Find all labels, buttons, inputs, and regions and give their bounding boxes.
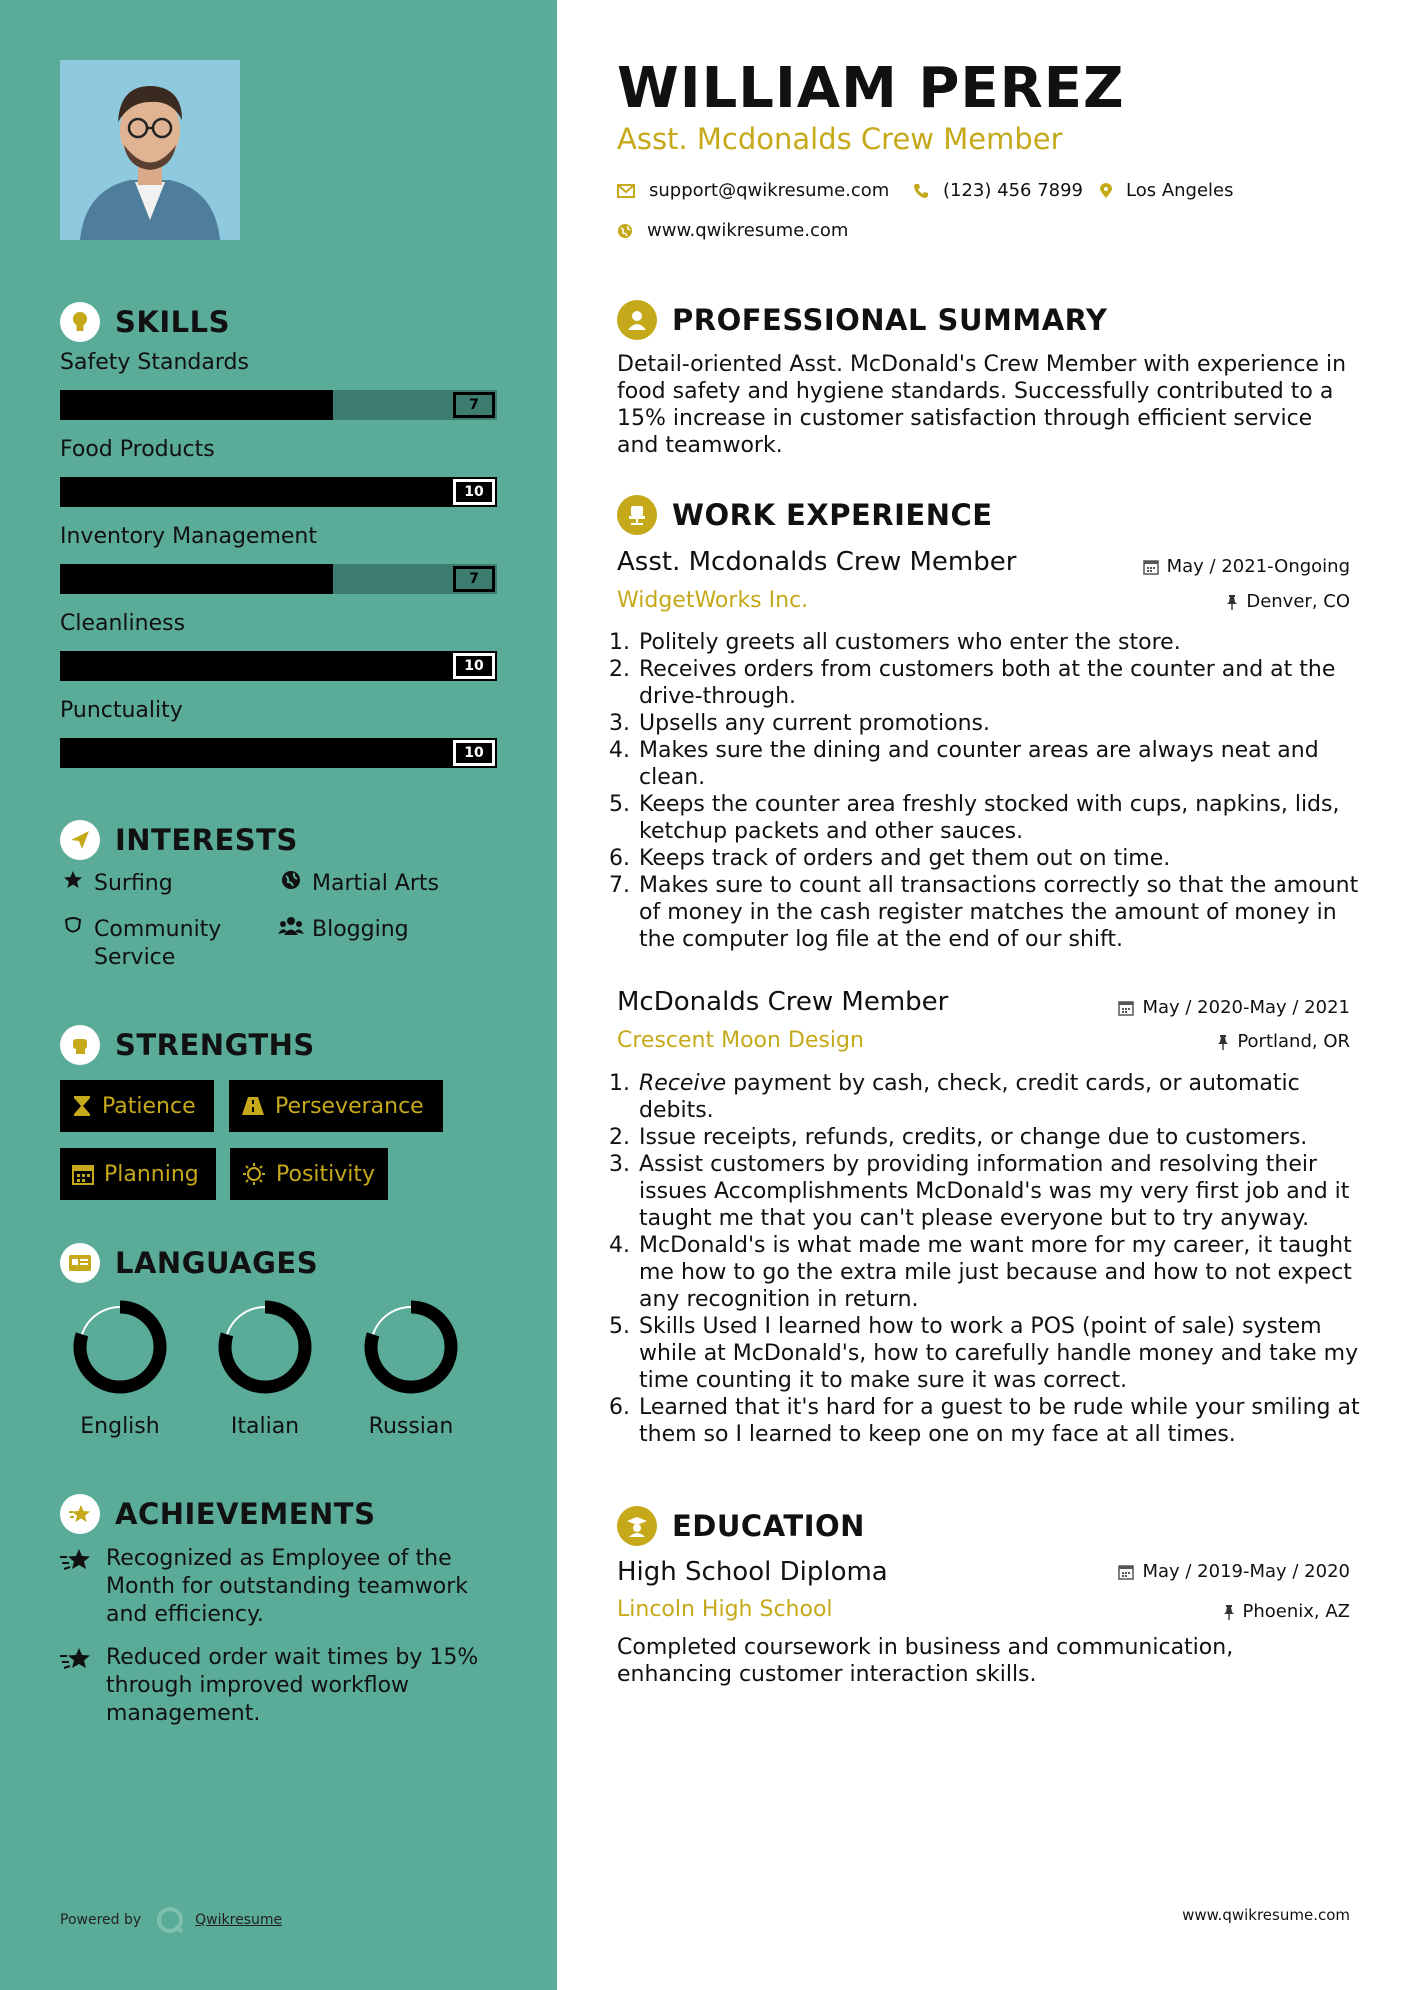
- education-title: EDUCATION: [672, 1509, 865, 1543]
- education-location: [1223, 1601, 1351, 1622]
- job-dates-text: May / 2021-Ongoing: [1166, 556, 1350, 577]
- calendar-icon: [72, 1163, 94, 1185]
- school-name: Lincoln High School: [617, 1597, 833, 1622]
- chair-icon: [617, 495, 657, 535]
- phone-contact: [913, 180, 1083, 201]
- website-text[interactable]: www.qwikresume.com: [647, 220, 849, 241]
- skill-bar-fill: [60, 564, 333, 594]
- job-dates-text: May / 2020-May / 2021: [1142, 997, 1350, 1018]
- strength-tag: [60, 1080, 214, 1132]
- languages-title: LANGUAGES: [115, 1246, 319, 1280]
- skill-bar-fill: [60, 651, 497, 681]
- achievements-heading: [60, 1494, 375, 1534]
- duty-item: [637, 1070, 1362, 1124]
- skills-heading: [60, 302, 230, 342]
- language-label: Italian: [230, 1414, 300, 1439]
- location-contact: [1100, 180, 1234, 201]
- degree-title: High School Diploma: [617, 1557, 888, 1587]
- fist-icon: [60, 1025, 100, 1065]
- pushpin-icon: [1217, 1034, 1229, 1050]
- calendar-icon: [1143, 559, 1159, 575]
- skill-bar-fill: [60, 477, 497, 507]
- languages-heading: [60, 1243, 318, 1283]
- pushpin-icon: [1223, 1604, 1235, 1620]
- language-label: Russian: [368, 1414, 454, 1439]
- job-title: McDonalds Crew Member: [617, 987, 949, 1017]
- summary-title: PROFESSIONAL SUMMARY: [672, 303, 1108, 337]
- skill-bar: [60, 738, 497, 768]
- language-rings: [0, 1290, 557, 1410]
- job-location: [1226, 591, 1350, 612]
- graduate-icon: [617, 1506, 657, 1546]
- shield-icon: [60, 916, 86, 936]
- education-heading: [617, 1506, 865, 1546]
- award-icon: [60, 1494, 100, 1534]
- duty-item: 2. Receives orders from customers both at the counter and at the drive-through.: [637, 656, 1362, 710]
- summary-text: Detail-oriented Asst. McDonald's Crew Member with experience in food safety and hygiene standards. Successfully contributed to a 15% increase in customer satisfaction through efficient service and teamwork.: [617, 352, 1347, 458]
- skill-level: 7: [453, 566, 495, 592]
- phone-icon: [913, 183, 929, 199]
- interest-item: [278, 916, 409, 944]
- interest-label: Blogging: [312, 917, 409, 942]
- powered-by-label: Powered by: [60, 1912, 142, 1928]
- skill-label: Punctuality: [60, 698, 183, 723]
- profile-photo: [60, 60, 240, 240]
- duty-item: 1. Politely greets all customers who enter the store.: [637, 629, 1362, 656]
- education-dates: [1118, 1561, 1350, 1582]
- skill-bar: [60, 390, 497, 420]
- job-duties: [617, 1070, 1362, 1448]
- summary-heading: [617, 300, 1107, 340]
- duty-item: 7. Makes sure to count all transactions correctly so that the amount of money in the cash register matches the amount of money in the computer log file at the end of our shift.: [637, 872, 1362, 953]
- strength-tag: [60, 1148, 216, 1200]
- main-content: [557, 0, 1407, 1990]
- envelope-icon: [617, 184, 635, 198]
- paper-plane-icon: [60, 820, 100, 860]
- duty-item: 4. McDonald's is what made me want more for my career, it taught me how to go the extra mile just because and how to not expect any recognition in return.: [637, 1232, 1362, 1313]
- pushpin-icon: [1226, 594, 1238, 610]
- globe-icon: [617, 223, 633, 239]
- strengths-title: STRENGTHS: [115, 1028, 315, 1062]
- interest-label: Surfing: [94, 871, 173, 896]
- sidebar: [0, 0, 557, 1990]
- shooting-star-icon: [60, 1545, 96, 1629]
- language-label: English: [80, 1414, 160, 1439]
- email-contact: [617, 180, 889, 201]
- skill-level: 7: [453, 392, 495, 418]
- star-icon: [60, 870, 86, 890]
- skill-bar-fill: [60, 390, 333, 420]
- interest-item: [60, 916, 260, 972]
- users-icon: [278, 916, 304, 936]
- website-contact: [617, 220, 848, 241]
- calendar-icon: [1118, 1564, 1134, 1580]
- phone-text[interactable]: (123) 456 7899: [943, 180, 1084, 201]
- skill-bar-fill: [60, 738, 497, 768]
- duty-emphasis: Receive: [639, 1071, 727, 1096]
- job-dates: [1143, 556, 1350, 577]
- duty-item: 2. Issue receipts, refunds, credits, or change due to customers.: [637, 1124, 1362, 1151]
- job-location-text: Portland, OR: [1237, 1031, 1350, 1052]
- achievement-item: [60, 1545, 500, 1629]
- education-dates-text: May / 2019-May / 2020: [1142, 1561, 1350, 1582]
- job-duties: [617, 629, 1362, 953]
- interest-item: [278, 870, 439, 898]
- lightbulb-icon: [60, 302, 100, 342]
- skill-level: 10: [453, 740, 495, 766]
- duty-text: payment by cash, check, credit cards, or automatic debits.: [639, 1071, 1300, 1123]
- duty-item: 3. Assist customers by providing information and resolving their issues Accomplishments McDonald's was my very first job and it taught me that you can't please everyone but to try anyway.: [637, 1151, 1362, 1232]
- skill-bar: [60, 477, 497, 507]
- strengths-heading: [60, 1025, 315, 1065]
- location-text: Los Angeles: [1126, 180, 1234, 201]
- skill-label: Inventory Management: [60, 524, 317, 549]
- interests-heading: [60, 820, 298, 860]
- skill-label: Food Products: [60, 437, 215, 462]
- email-text[interactable]: support@qwikresume.com: [649, 180, 890, 201]
- achievement-text: Reduced order wait times by 15% through improved workflow management.: [106, 1645, 479, 1726]
- strength-label: Planning: [104, 1161, 199, 1187]
- skills-title: SKILLS: [115, 305, 230, 339]
- strength-tag: [229, 1080, 443, 1132]
- interest-label: Martial Arts: [312, 871, 440, 896]
- duty-item: 4. Makes sure the dining and counter areas are always neat and clean.: [637, 737, 1362, 791]
- achievements-title: ACHIEVEMENTS: [115, 1497, 376, 1531]
- strength-label: Positivity: [276, 1161, 376, 1187]
- duty-item: 6. Keeps track of orders and get them out on time.: [637, 845, 1362, 872]
- experience-heading: [617, 495, 993, 535]
- hourglass-icon: [72, 1095, 92, 1117]
- candidate-title: Asst. Mcdonalds Crew Member: [617, 122, 1063, 156]
- footer-url[interactable]: www.qwikresume.com: [1182, 1906, 1350, 1924]
- interest-item: [60, 870, 173, 898]
- strength-label: Perseverance: [275, 1093, 424, 1119]
- shooting-star-icon: [60, 1644, 96, 1728]
- achievement-text: Recognized as Employee of the Month for outstanding teamwork and efficiency.: [106, 1546, 469, 1627]
- sun-icon: [242, 1162, 266, 1186]
- interest-label: Community Service: [94, 917, 222, 970]
- skill-label: Safety Standards: [60, 350, 249, 375]
- achievement-item: [60, 1644, 500, 1728]
- skill-level: 10: [453, 653, 495, 679]
- education-text: Completed coursework in business and communication, enhancing customer interaction skills.: [617, 1635, 1234, 1687]
- job-title: Asst. Mcdonalds Crew Member: [617, 547, 1017, 577]
- qwikresume-link[interactable]: Qwikresume: [195, 1912, 283, 1928]
- interests-title: INTERESTS: [115, 823, 298, 857]
- skill-level: 10: [453, 479, 495, 505]
- calendar-icon: [1118, 1000, 1134, 1016]
- map-pin-icon: [1100, 183, 1112, 199]
- strength-label: Patience: [102, 1093, 196, 1119]
- qwikresume-logo-icon: [155, 1905, 185, 1935]
- job-dates: [1118, 997, 1350, 1018]
- road-icon: [241, 1096, 265, 1116]
- duty-item: 3. Upsells any current promotions.: [637, 710, 1362, 737]
- id-card-icon: [60, 1243, 100, 1283]
- duty-item: 6. Learned that it's hard for a guest to be rude while your smiling at them so I learned to keep one on my face at all times.: [637, 1394, 1362, 1448]
- user-icon: [617, 300, 657, 340]
- skill-bar: [60, 651, 497, 681]
- globe-icon: [278, 870, 304, 890]
- candidate-name: WILLIAM PEREZ: [617, 56, 1125, 121]
- strength-tag: [230, 1148, 388, 1200]
- skill-label: Cleanliness: [60, 611, 186, 636]
- powered-by: [60, 1905, 282, 1935]
- education-location-text: Phoenix, AZ: [1242, 1601, 1350, 1622]
- company-name: WidgetWorks Inc.: [617, 588, 809, 613]
- company-name: Crescent Moon Design: [617, 1028, 864, 1053]
- job-location-text: Denver, CO: [1246, 591, 1350, 612]
- experience-title: WORK EXPERIENCE: [672, 498, 993, 532]
- job-location: [1217, 1031, 1350, 1052]
- skill-bar: [60, 564, 497, 594]
- duty-item: 5. Keeps the counter area freshly stocked with cups, napkins, lids, ketchup packets and other sauces.: [637, 791, 1362, 845]
- duty-item: 5. Skills Used I learned how to work a POS (point of sale) system while at McDonald's, how to carefully handle money and take my time counting it to make sure it was correct.: [637, 1313, 1362, 1394]
